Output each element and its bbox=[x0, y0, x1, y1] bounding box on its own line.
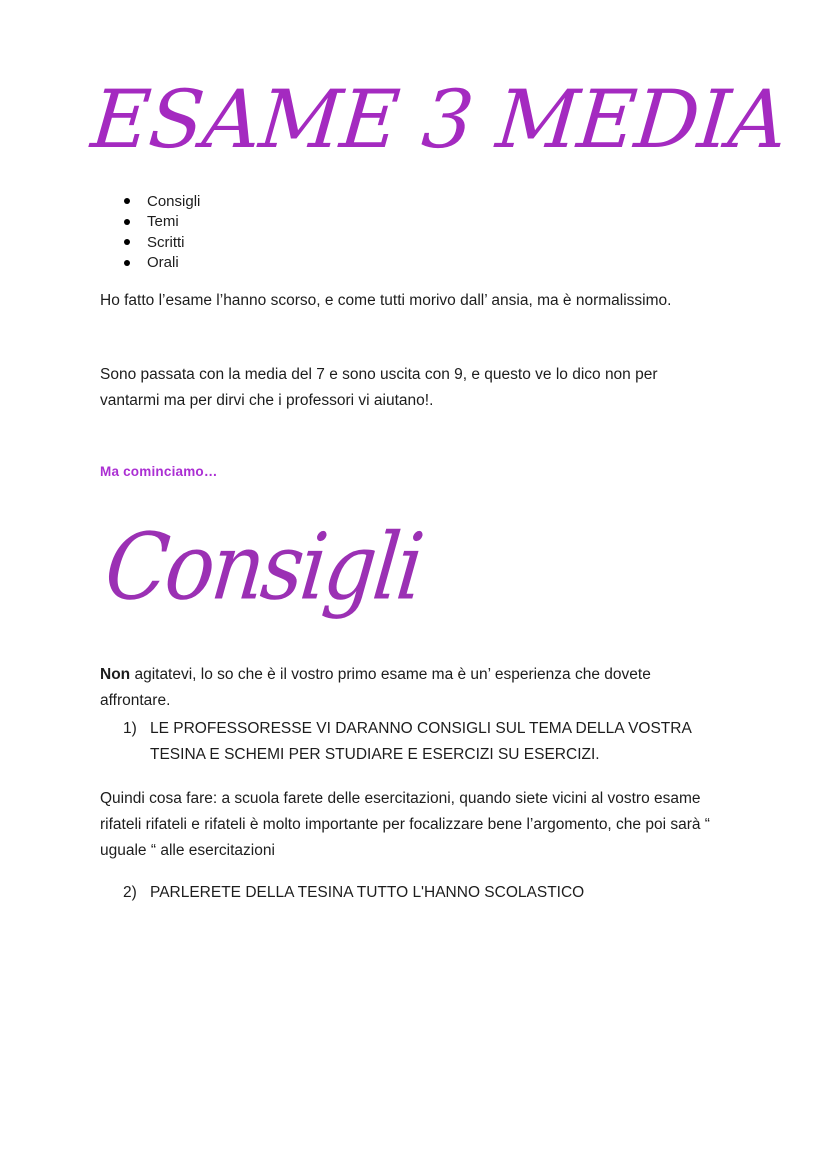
lead-in-text: Ma cominciamo… bbox=[100, 464, 218, 479]
item-number: 1) bbox=[123, 720, 137, 737]
bullet-icon bbox=[124, 219, 130, 225]
bullet-icon bbox=[124, 260, 130, 266]
item-text: LE PROFESSORESSE VI DARANNO CONSIGLI SUL TEMA DELLA VOSTRA TESINA E SCHEMI PER STUDIARE E ESERCIZI SU ESERCIZI. bbox=[150, 720, 691, 763]
numbered-item-1 bbox=[123, 716, 703, 768]
paragraph-grades: Sono passata con la media del 7 e sono uscita con 9, e questo ve lo dico non per vantarmi ma per dirvi che i professori vi aiutano!. bbox=[100, 366, 658, 409]
intro-rest-text: agitatevi, lo so che è il vostro primo esame ma è un’ esperienza che dovete affrontare. bbox=[100, 666, 651, 709]
page-title: ESAME 3 MEDIA bbox=[87, 73, 790, 166]
list-item bbox=[124, 253, 200, 274]
item-text: PARLERETE DELLA TESINA TUTTO L'HANNO SCOLASTICO bbox=[150, 884, 585, 901]
list-item-label: Orali bbox=[147, 254, 179, 272]
list-item bbox=[124, 212, 200, 233]
numbered-item-2 bbox=[123, 880, 703, 906]
item-number: 2) bbox=[123, 884, 137, 901]
list-item-label: Consigli bbox=[147, 192, 201, 210]
section-heading-consigli: Consigli bbox=[100, 514, 426, 621]
paragraph-consigli-intro bbox=[100, 662, 712, 714]
bullet-icon bbox=[124, 198, 130, 204]
list-item-label: Temi bbox=[147, 213, 179, 231]
list-item bbox=[124, 191, 200, 212]
intro-bold-word: Non bbox=[100, 666, 131, 683]
paragraph-advice: Quindi cosa fare: a scuola farete delle esercitazioni, quando siete vicini al vostro esame rifateli rifateli e rifateli è molto importante per focalizzare bene l’argomento, che poi sarà “ uguale “ alle esercitazioni bbox=[100, 790, 710, 859]
bullet-list bbox=[124, 191, 200, 273]
list-item bbox=[124, 232, 200, 253]
bullet-icon bbox=[124, 239, 130, 245]
paragraph-exam-experience: Ho fatto l’esame l’hanno scorso, e come tutti morivo dall’ ansia, ma è normalissimo. bbox=[100, 292, 672, 309]
list-item-label: Scritti bbox=[147, 233, 185, 251]
